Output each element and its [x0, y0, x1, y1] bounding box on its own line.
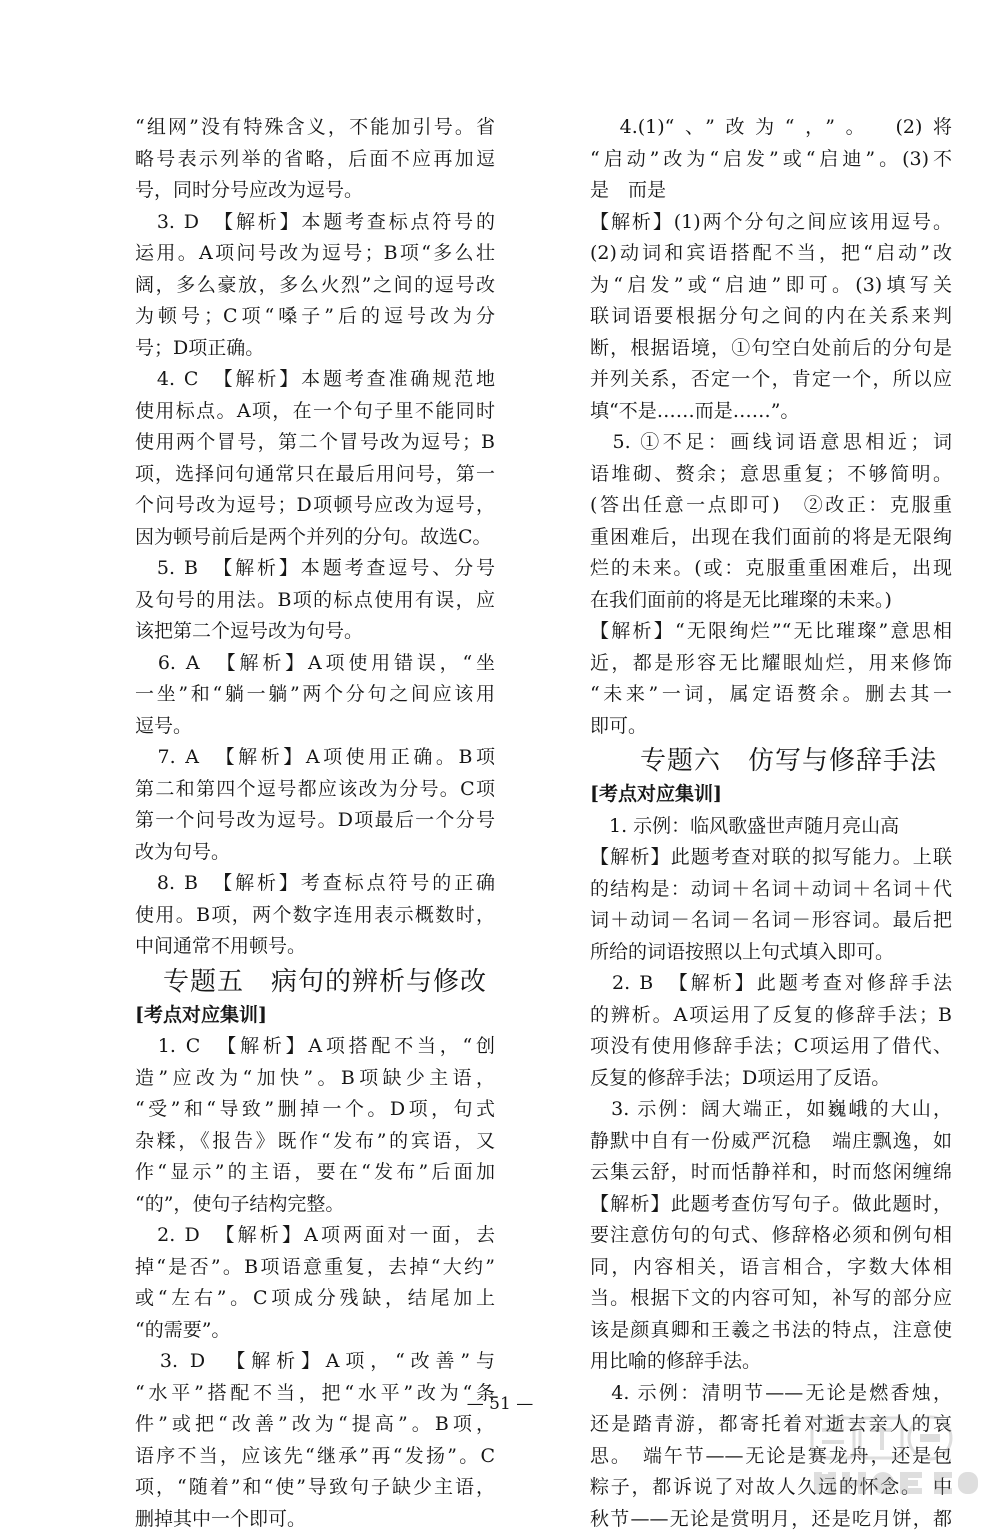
text-line: 6. A 【解析】A项使用错误，“坐 [135, 648, 495, 680]
left-column [135, 112, 495, 1535]
text-line: 为顿号；C项“嗓子”后的逗号改为分 [135, 301, 495, 333]
text-line: (2)动词和宾语搭配不当，把“启动”改 [590, 238, 952, 270]
text-line: 【解析】(1)两个分句之间应该用逗号。 [590, 207, 952, 239]
text-line: 逗号。 [135, 711, 495, 743]
text-line: 的辨析。A项运用了反复的修辞手法；B [590, 1000, 952, 1032]
text-line: 件”或把“改善”改为“提高”。B项， [135, 1409, 495, 1441]
text-line: 使用两个冒号，第二个冒号改为逗号；B [135, 427, 495, 459]
text-line: 是 而是 [590, 175, 952, 207]
text-line: 秋节——无论是赏明月，还是吃月饼，都 [590, 1504, 952, 1535]
text-line: 所给的词语按照以上句式填入即可。 [590, 937, 952, 969]
text-line: 同，内容相关，语言相合，字数大体相 [590, 1252, 952, 1284]
text-line: 或“左右”。C项成分残缺，结尾加上 [135, 1283, 495, 1315]
text-line: 项没有使用修辞手法；C项运用了借代、 [590, 1031, 952, 1063]
text-line: 4. C 【解析】本题考查准确规范地 [135, 364, 495, 396]
text-line: 中间通常不用顿号。 [135, 931, 495, 963]
watermark-logo [808, 1412, 998, 1498]
text-line: 该把第二个逗号改为句号。 [135, 616, 495, 648]
text-line: 3. 示例：阔大端正，如巍峨的大山， [590, 1094, 952, 1126]
text-line: 改为句号。 [135, 837, 495, 869]
text-line: 反复的修辞手法；D项运用了反语。 [590, 1063, 952, 1095]
text-line: 当。根据下文的内容可知，补写的部分应 [590, 1283, 952, 1315]
text-line: 第一个问号改为逗号。D项最后一个分号 [135, 805, 495, 837]
right-column [590, 112, 952, 1535]
text-line: 粽子，都诉说了对故人久远的怀念。 中 [590, 1472, 952, 1504]
text-line: “组网”没有特殊含义，不能加引号。省 [135, 112, 495, 144]
text-line: 3. D 【解析】A项，“改善”与 [135, 1346, 495, 1378]
text-line: 2. B 【解析】此题考查对修辞手法 [590, 968, 952, 1000]
text-line: 要注意仿句的句式、修辞格必须和例句相 [590, 1220, 952, 1252]
text-line: “水平”搭配不当，把“水平”改为“条 [135, 1378, 495, 1410]
text-line: 杂糅，《报告》既作“发布”的宾语，又 [135, 1126, 495, 1158]
section-title: 专题六 仿写与修辞手法 [590, 743, 952, 779]
text-line: 断，根据语境，①句空白处前后的分句是 [590, 333, 952, 365]
text-line: (答出任意一点即可) ②改正：克服重 [590, 490, 952, 522]
text-line: 阔，多么豪放，多么火烈”之间的逗号改 [135, 270, 495, 302]
section-title: 专题五 病句的辨析与修改 [135, 964, 495, 1000]
text-line: 项，“随着”和“使”导致句子缺少主语， [135, 1472, 495, 1504]
text-line: 联词语要根据分句之间的内在关系来判 [590, 301, 952, 333]
text-line: 号，同时分号应改为逗号。 [135, 175, 495, 207]
text-line: 1. 示例：临风歌盛世声随月亮山高 [590, 811, 952, 843]
text-line: 使用。B项，两个数字连用表示概数时， [135, 900, 495, 932]
text-line: 在我们面前的将是无比璀璨的未来。) [590, 585, 952, 617]
text-line: 及句号的用法。B项的标点使用有误，应 [135, 585, 495, 617]
text-line: 2. D 【解析】A项两面对一面，去 [135, 1220, 495, 1252]
text-line: 4. 示例：清明节——无论是燃香烛， [590, 1378, 952, 1410]
text-line: 4.(1)“、”改为“，”。 (2)将 [590, 112, 952, 144]
text-line: 1. C 【解析】A项搭配不当，“创 [135, 1031, 495, 1063]
text-line: 使用标点。A项，在一个句子里不能同时 [135, 396, 495, 428]
text-line: 语序不当，应该先“继承”再“发扬”。C [135, 1441, 495, 1473]
text-line: 5. B 【解析】本题考查逗号、分号 [135, 553, 495, 585]
text-line: “启动”改为“启发”或“启迪”。(3)不 [590, 144, 952, 176]
text-line: 一坐”和“躺一躺”两个分句之间应该用 [135, 679, 495, 711]
text-line: 造”应改为“加快”。B项缺少主语， [135, 1063, 495, 1095]
text-line: “未来”一词，属定语赘余。删去其一 [590, 679, 952, 711]
text-line: 填“不是……而是……”。 [590, 396, 952, 428]
text-line: 语堆砌、赘余；意思重复；不够简明。 [590, 459, 952, 491]
text-line: 即可。 [590, 711, 952, 743]
text-line: 并列关系，否定一个，肯定一个，所以应 [590, 364, 952, 396]
text-line: 7. A 【解析】A项使用正确。B项 [135, 742, 495, 774]
page-number: — 51 — [0, 1392, 1000, 1416]
text-line: “的需要”。 [135, 1315, 495, 1347]
text-line: 5. ①不足：画线词语意思相近；词 [590, 427, 952, 459]
text-line: 【解析】此题考查仿写句子。做此题时， [590, 1189, 952, 1221]
text-line: 静默中自有一份威严沉稳 端庄飘逸，如 [590, 1126, 952, 1158]
sub-heading: [考点对应集训] [590, 779, 952, 811]
text-line: 云集云舒，时而恬静祥和，时而悠闲缠绵 [590, 1157, 952, 1189]
sub-heading: [考点对应集训] [135, 1000, 495, 1032]
text-line: 运用。A项问号改为逗号；B项“多么壮 [135, 238, 495, 270]
text-line: 因为顿号前后是两个并列的分句。故选C。 [135, 522, 495, 554]
text-line: 8. B 【解析】考查标点符号的正确 [135, 868, 495, 900]
text-line: 删掉其中一个即可。 [135, 1504, 495, 1535]
text-line: 烂的未来。(或：克服重重困难后，出现 [590, 553, 952, 585]
text-line: 为“启发”或“启迪”即可。(3)填写关 [590, 270, 952, 302]
text-line: 【解析】此题考查对联的拟写能力。上联 [590, 842, 952, 874]
text-line: 3. D 【解析】本题考查标点符号的 [135, 207, 495, 239]
text-line: 重困难后，出现在我们面前的将是无限绚 [590, 522, 952, 554]
text-line: 项，选择问句通常只在最后用问号，第一 [135, 459, 495, 491]
text-line: 号；D项正确。 [135, 333, 495, 365]
text-line: 用比喻的修辞手法。 [590, 1346, 952, 1378]
text-line: 词＋动词－名词－名词－形容词。最后把 [590, 905, 952, 937]
text-line: 掉“是否”。B项语意重复，去掉“大约” [135, 1252, 495, 1284]
text-line: 还是踏青游，都寄托着对逝去亲人的哀 [590, 1409, 952, 1441]
text-line: “的”，使句子结构完整。 [135, 1189, 495, 1221]
text-line: 作“显示”的主语，要在“发布”后面加 [135, 1157, 495, 1189]
text-line: 【解析】“无限绚烂”“无比璀璨”意思相 [590, 616, 952, 648]
text-line: 该是颜真卿和王羲之书法的特点，注意使 [590, 1315, 952, 1347]
text-line: 近，都是形容无比耀眼灿烂，用来修饰 [590, 648, 952, 680]
text-line: “受”和“导致”删掉一个。D项，句式 [135, 1094, 495, 1126]
text-line: 的结构是：动词＋名词＋动词＋名词＋代 [590, 874, 952, 906]
text-line: 略号表示列举的省略，后面不应再加逗 [135, 144, 495, 176]
text-line: 第二和第四个逗号都应该改为分号。C项 [135, 774, 495, 806]
text-line: 个问号改为逗号；D项顿号应改为逗号， [135, 490, 495, 522]
text-line: 思。 端午节——无论是赛龙舟，还是包 [590, 1441, 952, 1473]
